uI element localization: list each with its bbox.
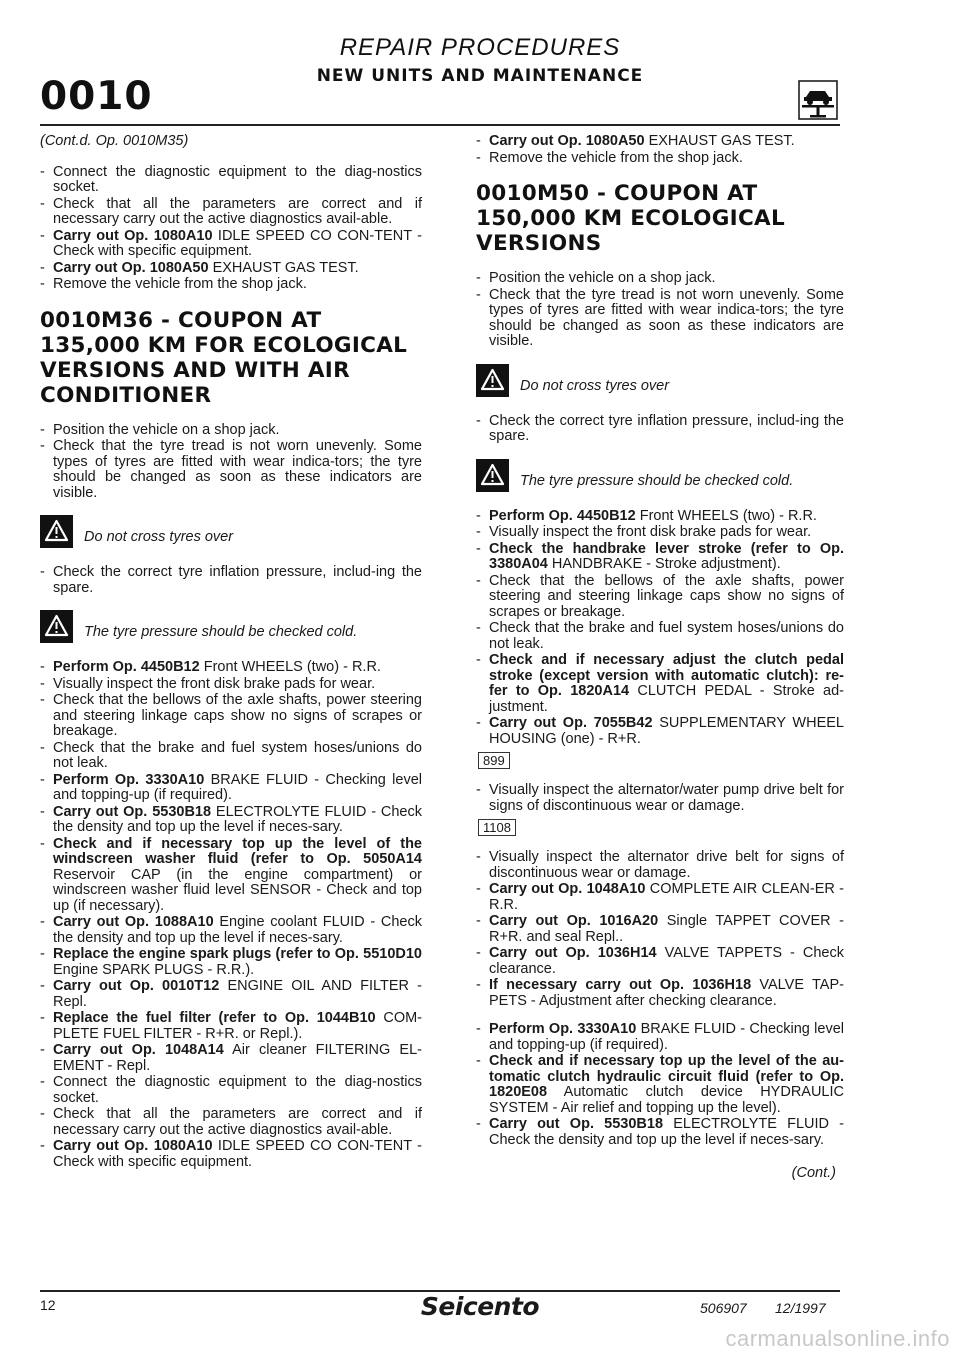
step-text: Reservoir CAP (in the engine compartment) or windscreen washer fluid level SENSOR - Check and top up (if necessary). (53, 866, 422, 914)
document-date: 12/1997 (775, 1300, 826, 1316)
procedure-step (40, 277, 422, 293)
warning-icon (476, 459, 509, 492)
procedure-step (476, 542, 844, 573)
bullet-dash: - (476, 1021, 481, 1037)
watermark: carmanualsonline.info (725, 1326, 950, 1351)
bullet-dash: - (476, 270, 481, 286)
step-text: Connect the diagnostic equipment to the diag-nostics socket. (53, 163, 422, 195)
procedure-step (476, 716, 844, 747)
procedure-step (476, 978, 844, 1009)
bullet-dash: - (476, 286, 481, 303)
bullet-dash: - (40, 1138, 45, 1154)
step-lead: Carry out Op. (53, 1138, 154, 1154)
procedure-step (476, 525, 844, 541)
operation-ref: refer to Op. 3380A04 (489, 540, 844, 572)
procedure-step (40, 837, 422, 915)
procedure-step (476, 1022, 844, 1053)
procedure-step (40, 197, 422, 228)
step-text: Check that the bellows of the axle shafts, power steering and steering linkage caps show no signs of scrapes or breakage. (53, 692, 422, 739)
bullet-dash: - (40, 1042, 45, 1058)
bullet-dash: - (40, 803, 45, 820)
operation-ref: 4450B12 (576, 507, 636, 524)
step-text: VALVE TAPPETS - Check clearance. (489, 945, 844, 977)
section-title (40, 308, 422, 408)
step-text: Front WHEELS (two) - R.R. (635, 507, 817, 524)
step-text: ELECTROLYTE FLUID - Check the density and top up the level if neces-sary. (489, 1116, 844, 1148)
step-text: ELECTROLYTE FLUID - Check the density and top up the level if neces-sary. (53, 803, 422, 835)
operation-ref: 1048A14 (164, 1042, 224, 1058)
step-lead: Check the handbrake lever stroke ( (489, 540, 756, 557)
operation-ref: refer to Op. 5510D10 (280, 946, 422, 962)
procedure-step (476, 509, 844, 525)
procedure-step (40, 1075, 422, 1106)
bullet-dash: - (40, 421, 45, 438)
procedure-step (476, 1117, 844, 1148)
bullet-dash: - (40, 946, 45, 962)
procedure-step (40, 693, 422, 740)
step-text: Engine coolant FLUID - Check the density and top up the level if neces-sary. (53, 914, 422, 946)
step-text: BRAKE FLUID - Checking level and topping-up (if required). (489, 1021, 844, 1053)
operation-ref: 4450B12 (140, 659, 200, 675)
step-lead: Carry out Op. (53, 803, 153, 820)
operation-ref: re-fer to Op. 1820A14 (489, 667, 844, 699)
figure-ref-tag: 899 (478, 752, 510, 769)
procedure-step (476, 134, 844, 150)
operation-ref: 0010T12 (162, 978, 220, 994)
step-text: COM-PLETE FUEL FILTER - R+R. or Repl.). (53, 1010, 422, 1042)
step-text: Position the vehicle on a shop jack. (53, 421, 280, 438)
step-lead: Carry out Op. (53, 1042, 165, 1058)
bullet-dash: - (476, 913, 481, 929)
step-lead: Carry out Op. (489, 881, 587, 897)
step-text: Remove the vehicle from the shop jack. (489, 149, 743, 166)
step-text: SUPPLEMENTARY WHEEL HOUSING (one) - R+R. (489, 715, 844, 747)
step-text: Visually inspect the front disk brake pads for wear. (489, 524, 812, 540)
bullet-dash: - (476, 977, 481, 993)
procedure-step (476, 914, 844, 945)
bullet-dash: - (40, 259, 45, 276)
step-text: EXHAUST GAS TEST. (208, 259, 359, 276)
procedure-step (476, 783, 844, 814)
bullet-dash: - (40, 276, 45, 292)
bullet-dash: - (476, 849, 481, 865)
car-on-lift-icon (798, 80, 838, 120)
bullet-dash: - (476, 412, 481, 429)
bullet-dash: - (476, 572, 481, 589)
section-title-line: VERSIONS (476, 231, 602, 256)
procedure-step (40, 565, 422, 596)
bullet-dash: - (476, 149, 481, 166)
procedure-step (476, 151, 844, 167)
step-lead: Carry out Op. (489, 715, 594, 731)
step-text: EXHAUST GAS TEST. (644, 133, 795, 149)
step-lead: Perform Op. (53, 659, 141, 675)
step-text: Connect the diagnostic equipment to the diag-nostics socket. (53, 1074, 422, 1106)
step-text: Remove the vehicle from the shop jack. (53, 276, 307, 292)
procedure-step (476, 653, 844, 715)
procedure-step (476, 271, 844, 287)
bullet-dash: - (40, 1074, 45, 1090)
warning-note (40, 515, 422, 553)
procedure-step (476, 946, 844, 977)
step-lead: Check and if necessary top up the level of the windscreen washer fluid ( (53, 835, 422, 867)
step-lead: Carry out Op. (489, 913, 600, 929)
step-text: Visually inspect the front disk brake pads for wear. (53, 675, 376, 692)
section-title-line: 0010M36 - COUPON AT (40, 307, 322, 333)
step-text: Check that the tyre tread is not worn unevenly. Some types of tyres are fitted with wear indica-tors; the tyre should be changed as soon as these indicators are visible. (53, 438, 422, 501)
step-text: Visually inspect the alternator/water pump drive belt for signs of discontinuous wear or damage. (489, 782, 844, 814)
step-text: Air cleaner FILTERING EL-EMENT - Repl. (53, 1042, 422, 1074)
step-lead: Carry out Op. (53, 259, 150, 276)
step-text: Check that all the parameters are correct and if necessary carry out the active diagnostics avail-able. (53, 195, 422, 227)
bullet-dash: - (476, 652, 481, 668)
step-text: Engine SPARK PLUGS - R.R.). (53, 961, 255, 978)
page-subtitle: NEW UNITS AND MAINTENANCE (316, 66, 644, 86)
bullet-dash: - (476, 524, 481, 540)
operation-ref: 1088A10 (154, 914, 214, 930)
step-text: BRAKE FLUID - Checking level and topping-up (if required). (53, 771, 422, 803)
step-text: Position the vehicle on a shop jack. (489, 270, 716, 286)
operation-ref: refer to Op. 1820E08 (489, 1068, 844, 1100)
warning-text: Do not cross tyres over (520, 377, 670, 394)
operation-ref: 1036H14 (597, 945, 657, 961)
step-text: Single TAPPET COVER - R+R. and seal Repl.. (489, 913, 844, 945)
step-text: Check that the brake and fuel system hoses/unions do not leak. (489, 620, 844, 652)
operation-ref: 3330A10 (577, 1021, 637, 1037)
step-lead: Check and if necessary top up the level of the au-tomatic clutch hydraulic circuit fluid ( (489, 1053, 844, 1085)
step-text: Check that all the parameters are correct and if necessary carry out the active diagnostics avail-able. (53, 1106, 422, 1138)
bullet-dash: - (40, 914, 45, 930)
warning-icon (476, 364, 509, 397)
procedure-step (40, 1011, 422, 1042)
procedure-step (40, 773, 422, 804)
procedure-step (476, 621, 844, 652)
bullet-dash: - (476, 507, 481, 524)
bullet-dash: - (476, 945, 481, 961)
bullet-dash: - (40, 659, 45, 675)
bullet-dash: - (40, 195, 45, 212)
operation-ref: 5530B18 (152, 803, 212, 820)
bullet-dash: - (476, 1053, 481, 1069)
step-lead: Perform Op. (489, 507, 577, 524)
procedure-step (40, 660, 422, 676)
section-title-line: 0010M50 - COUPON AT (476, 181, 758, 206)
step-text: Check that the tyre tread is not worn unevenly. Some types of tyres are fitted with wear indica-tors; the tyre should be changed as soon as these indicators are visible. (489, 286, 844, 349)
section-title-line: VERSIONS AND WITH AIR (40, 357, 350, 383)
bullet-dash: - (40, 692, 45, 708)
operation-ref: refer to Op. 1044B10 (223, 1010, 376, 1026)
procedure-step (476, 414, 844, 445)
operation-ref: 1048A10 (586, 881, 646, 897)
warning-text: Do not cross tyres over (84, 529, 234, 545)
procedure-step (40, 979, 422, 1010)
bullet-dash: - (476, 715, 481, 731)
operation-ref: 1080A10 (153, 1138, 213, 1154)
step-lead: Carry out Op. (489, 133, 586, 149)
warning-text: The tyre pressure should be checked cold. (520, 472, 794, 489)
procedure-step (40, 439, 422, 501)
page-number: 12 (40, 1297, 56, 1313)
step-lead: Carry out Op. (53, 978, 163, 994)
section-title-line: 150,000 KM ECOLOGICAL (476, 206, 785, 231)
warning-note (40, 610, 422, 648)
procedure-step (476, 1054, 844, 1116)
continued-note: (Cont.) (791, 1165, 836, 1181)
procedure-step (40, 423, 422, 439)
bullet-dash: - (40, 835, 45, 852)
step-lead: Perform Op. (53, 771, 146, 788)
bullet-dash: - (40, 771, 45, 788)
operation-ref: 1080A50 (149, 259, 209, 276)
procedure-step (476, 288, 844, 350)
right-column (476, 134, 844, 1182)
operation-ref: 1080A10 (153, 227, 213, 244)
step-text: HANDBRAKE - Stroke adjustment). (547, 556, 781, 572)
operation-ref: 3330A10 (145, 771, 205, 788)
operation-ref: 7055B42 (593, 715, 653, 731)
bullet-dash: - (476, 133, 481, 149)
warning-text: The tyre pressure should be checked cold. (84, 624, 358, 640)
section-title-line: 135,000 KM FOR ECOLOGICAL (40, 332, 408, 358)
bullet-dash: - (40, 438, 45, 454)
operation-ref: 1080A50 (585, 133, 645, 149)
warning-note (476, 364, 844, 402)
step-lead: Perform Op. (489, 1021, 578, 1037)
bullet-dash: - (476, 1116, 481, 1132)
procedure-step (40, 805, 422, 836)
step-lead: Carry out Op. (489, 945, 598, 961)
operation-ref: 1016A20 (599, 913, 659, 929)
step-text: ENGINE OIL AND FILTER - Repl. (53, 978, 422, 1010)
step-text: Visually inspect the alternator drive belt for signs of discontinuous wear or damage. (489, 849, 844, 881)
bullet-dash: - (40, 1106, 45, 1122)
step-text: Check that the brake and fuel system hoses/unions do not leak. (53, 739, 422, 771)
step-text: Automatic clutch device HYDRAULIC SYSTEM - Air relief and topping up the level). (489, 1084, 844, 1116)
bullet-dash: - (40, 564, 45, 580)
step-text: IDLE SPEED CO CON-TENT - Check with specific equipment. (53, 227, 422, 259)
section-title (476, 181, 844, 256)
step-lead: Carry out Op. (53, 914, 155, 930)
procedure-step (40, 1107, 422, 1138)
warning-icon (40, 515, 73, 548)
bullet-dash: - (40, 227, 45, 244)
bullet-dash: - (476, 620, 481, 636)
step-lead: Replace the engine spark plugs ( (53, 946, 281, 962)
procedure-step (476, 574, 844, 621)
step-text: VALVE TAP-PETS - Adjustment after checking clearance. (489, 977, 844, 1009)
step-lead: Replace the fuel filter ( (53, 1010, 224, 1026)
step-text: Check the correct tyre inflation pressure, includ-ing the spare. (53, 564, 422, 596)
step-lead: Carry out Op. (489, 1116, 605, 1132)
procedure-step (40, 1043, 422, 1074)
procedure-step (40, 677, 422, 693)
step-text: Front WHEELS (two) - R.R. (199, 659, 381, 675)
continued-note: (Cont.d. Op. 0010M35) (40, 133, 189, 149)
warning-icon (40, 610, 73, 643)
step-text: IDLE SPEED CO CON-TENT - Check with specific equipment. (53, 1138, 422, 1170)
header-rule (40, 124, 840, 126)
procedure-step (40, 947, 422, 978)
left-column (40, 134, 422, 1171)
step-lead: Carry out Op. (53, 227, 154, 244)
step-text: COMPLETE AIR CLEAN-ER - R.R. (489, 881, 844, 913)
bullet-dash: - (40, 163, 45, 180)
procedure-step (476, 850, 844, 881)
document-ref: 506907 (700, 1300, 747, 1316)
procedure-step (40, 165, 422, 196)
operation-ref: refer to Op. 5050A14 (255, 851, 422, 867)
bullet-dash: - (40, 978, 45, 994)
brand-logo: Seicento (420, 1292, 540, 1321)
section-title-line: CONDITIONER (40, 382, 212, 408)
step-text: Check that the bellows of the axle shafts, power steering and steering linkage caps show no signs of scrapes or breakage. (489, 572, 844, 620)
bullet-dash: - (476, 782, 481, 798)
procedure-step (40, 915, 422, 946)
bullet-dash: - (40, 1010, 45, 1026)
bullet-dash: - (476, 881, 481, 897)
procedure-step (40, 1139, 422, 1170)
step-text: Check the correct tyre inflation pressure, includ-ing the spare. (489, 412, 844, 444)
operation-ref: 5530B18 (604, 1116, 664, 1132)
procedure-step (40, 261, 422, 277)
step-lead: Check and if necessary adjust the clutch pedal stroke (except version with automatic clutch): (489, 652, 844, 684)
operation-ref: carry out Op. 1036H18 (585, 977, 752, 993)
procedure-step (476, 882, 844, 913)
figure-ref-tag: 1108 (478, 819, 516, 836)
warning-note (476, 459, 844, 497)
bullet-dash: - (40, 739, 45, 756)
bullet-dash: - (476, 540, 481, 557)
section-code: 0010 (40, 74, 153, 119)
bullet-dash: - (40, 675, 45, 692)
step-lead: If necessary (489, 977, 586, 993)
procedure-step (40, 229, 422, 260)
step-text: CLUTCH PEDAL - Stroke ad-justment. (489, 683, 845, 715)
procedure-step (40, 741, 422, 772)
page-title: REPAIR PROCEDURES (339, 34, 621, 61)
